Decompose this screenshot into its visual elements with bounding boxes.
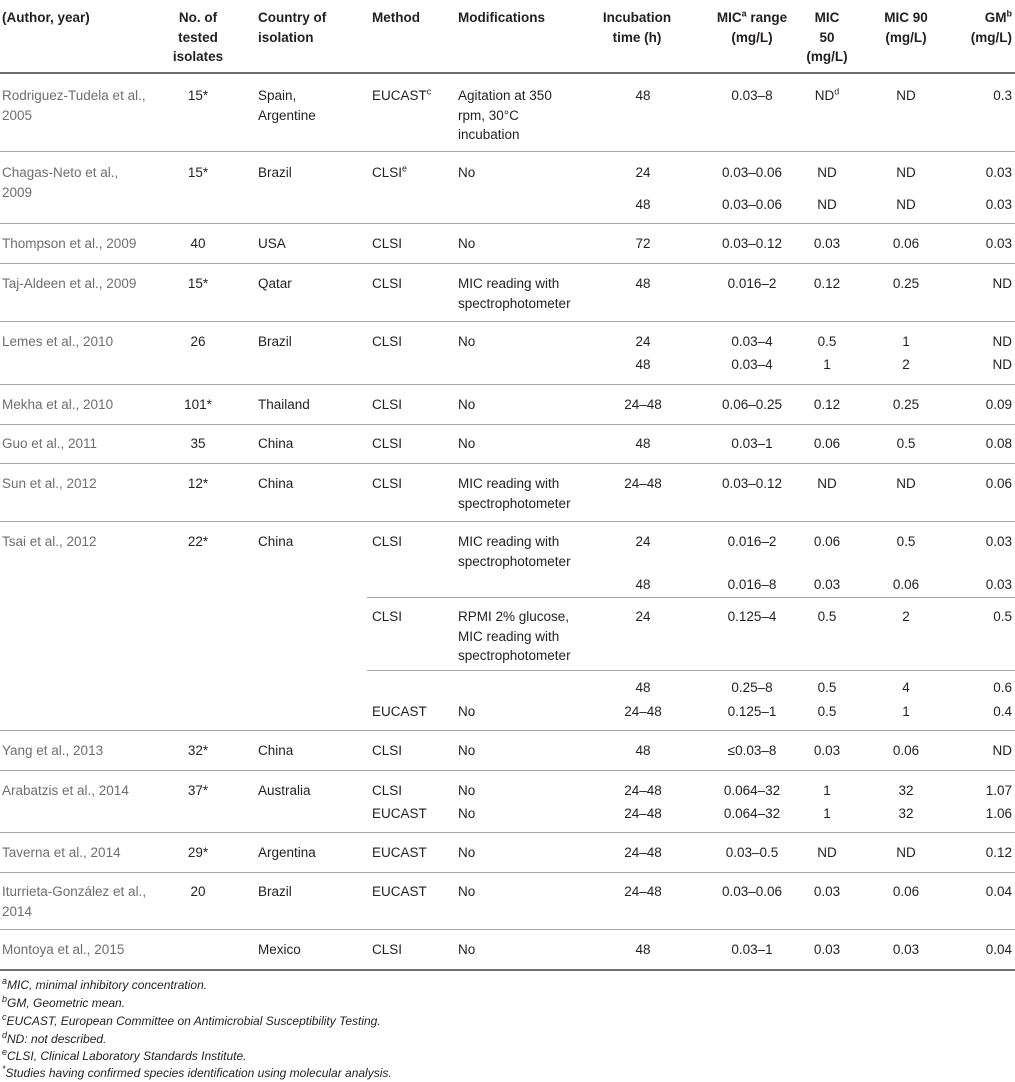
mic90-cell: ND [896, 476, 916, 491]
isolates-cell: 40 [190, 236, 206, 251]
method-cell: CLSI [372, 436, 403, 451]
country-cell: China [258, 534, 294, 549]
isolates-cell: 12* [187, 476, 209, 491]
mic-range-cell: 0.03–0.06 [721, 165, 783, 180]
incubation-cell: 24–48 [624, 704, 662, 719]
author-cell: Thompson et al., 2009 [2, 236, 137, 251]
row-rule [0, 424, 1015, 425]
method-cell: EUCAST [372, 806, 427, 821]
table-bottom-rule [0, 969, 1015, 971]
mic50-cell: 1 [823, 806, 831, 821]
gm-cell: 0.09 [985, 397, 1012, 412]
mic50-cell: 0.03 [813, 743, 841, 758]
mic-range-cell: 0.064–32 [723, 783, 781, 798]
method-cell: CLSI [372, 476, 403, 491]
gm-cell: ND [992, 743, 1012, 758]
modifications-cell: No [458, 743, 476, 758]
header-mic90: MIC 90 (mg/L) [884, 10, 928, 45]
mic-range-cell: 0.016–8 [727, 577, 777, 592]
row-rule [0, 770, 1015, 771]
row-rule [0, 730, 1015, 731]
author-cell: Guo et al., 2011 [2, 436, 98, 451]
mic90-cell: 0.03 [892, 942, 920, 957]
footnote: $^c$EUCAST, European Committee on Antimicrobial Susceptibility Testing. [2, 1012, 381, 1028]
modifications-cell: Agitation at 350 rpm, 30°C incubation [458, 88, 552, 142]
isolates-cell: 15* [187, 165, 209, 180]
header-mic-range: MIC$^a$ range (mg/L) [716, 8, 788, 45]
mic-range-cell: 0.016–2 [727, 534, 777, 549]
country-cell: Brazil [258, 334, 292, 349]
footnote: *Studies having confirmed species identification using molecular analysis. [2, 1064, 392, 1080]
mic50-cell: 0.5 [817, 704, 837, 719]
incubation-cell: 24 [635, 334, 651, 349]
incubation-cell: 48 [635, 577, 651, 592]
gm-cell: 1.06 [985, 806, 1012, 821]
mic90-cell: 1 [902, 334, 910, 349]
footnote: $^a$MIC, minimal inhibitory concentration. [2, 976, 208, 992]
method-cell: CLSI [372, 334, 403, 349]
method-cell: CLSI [372, 743, 403, 758]
modifications-cell: No [458, 783, 476, 798]
modifications-cell: No [458, 806, 476, 821]
gm-cell: 0.04 [985, 884, 1012, 899]
mic90-cell: ND [896, 88, 916, 103]
gm-cell: 0.03 [985, 197, 1012, 212]
mic-range-cell: 0.03–0.06 [721, 197, 783, 212]
incubation-cell: 24–48 [624, 845, 662, 860]
country-cell: China [258, 436, 294, 451]
mic90-cell: 0.06 [892, 236, 920, 251]
modifications-cell: MIC reading with spectrophotometer [458, 276, 571, 311]
header-mic50: MIC 50 (mg/L) [806, 10, 848, 64]
modifications-cell: No [458, 236, 476, 251]
modifications-cell: RPMI 2% glucose, MIC reading with spectrophotometer [458, 609, 571, 663]
mic-range-cell: 0.03–1 [731, 436, 773, 451]
method-cell: CLSI [372, 783, 403, 798]
mic90-cell: ND [896, 165, 916, 180]
mic50-cell: 1 [823, 357, 831, 372]
incubation-cell: 24–48 [624, 397, 662, 412]
mic-range-cell: 0.016–2 [727, 276, 777, 291]
header-incubation: Incubation time (h) [602, 10, 672, 45]
author-cell: Tsai et al., 2012 [2, 534, 97, 549]
incubation-cell: 24 [635, 165, 651, 180]
gm-cell: 0.08 [985, 436, 1012, 451]
gm-cell: ND [992, 276, 1012, 291]
gm-cell: 0.6 [993, 680, 1012, 695]
author-cell: Mekha et al., 2010 [2, 397, 114, 412]
author-cell: Taverna et al., 2014 [2, 845, 121, 860]
mic50-cell: 1 [823, 783, 831, 798]
modifications-cell: No [458, 884, 476, 899]
incubation-cell: 48 [635, 357, 651, 372]
incubation-cell: 48 [635, 436, 651, 451]
mic50-cell: 0.5 [817, 609, 837, 624]
mic-range-cell: 0.03–0.12 [721, 236, 783, 251]
mic50-cell: 0.12 [813, 397, 841, 412]
author-cell: Rodriguez-Tudela et al., 2005 [2, 88, 146, 123]
modifications-cell: No [458, 942, 476, 957]
mic50-cell: 0.5 [817, 680, 837, 695]
country-cell: USA [258, 236, 286, 251]
method-cell: CLSI$^e$ [372, 163, 408, 180]
row-rule [0, 872, 1015, 873]
modifications-cell: MIC reading with spectrophotometer [458, 534, 571, 569]
incubation-cell: 48 [635, 680, 651, 695]
gm-cell: 0.3 [993, 88, 1012, 103]
mic50-cell: ND [817, 845, 837, 860]
row-rule [0, 151, 1015, 152]
method-cell: CLSI [372, 534, 403, 549]
country-cell: China [258, 476, 294, 491]
modifications-cell: No [458, 436, 476, 451]
header-country: Country of isolation [258, 10, 327, 45]
incubation-cell: 48 [635, 88, 651, 103]
gm-cell: 1.07 [985, 783, 1012, 798]
header-gm: $GM^b$ (mg/L) [970, 8, 1012, 45]
mic90-cell: 0.06 [892, 577, 920, 592]
method-cell: CLSI [372, 609, 403, 624]
method-cell: CLSI [372, 236, 403, 251]
mic50-cell: 0.06 [813, 534, 841, 549]
row-rule [0, 384, 1015, 385]
mic90-cell: 32 [898, 806, 914, 821]
header-method: Method [372, 10, 420, 25]
country-cell: Argentina [258, 845, 316, 860]
country-cell: Mexico [258, 942, 301, 957]
method-cell: EUCAST$^c$ [372, 86, 432, 103]
row-rule [0, 263, 1015, 264]
method-cell: CLSI [372, 397, 403, 412]
mic90-cell: 2 [902, 609, 910, 624]
country-cell: Qatar [258, 276, 292, 291]
modifications-cell: No [458, 845, 476, 860]
header-author-year: (Author, year) [2, 10, 90, 25]
modifications-cell: No [458, 334, 476, 349]
modifications-cell: No [458, 397, 476, 412]
mic50-cell: 0.12 [813, 276, 841, 291]
method-cell: EUCAST [372, 845, 427, 860]
method-cell: EUCAST [372, 704, 427, 719]
author-cell: Iturrieta-González et al., 2014 [2, 884, 147, 919]
gm-cell: 0.4 [993, 704, 1012, 719]
incubation-cell: 48 [635, 197, 651, 212]
mic50-cell: ND [817, 197, 837, 212]
mic-range-cell: 0.03–4 [731, 357, 773, 372]
country-cell: Australia [258, 783, 311, 798]
isolates-cell: 15* [187, 276, 209, 291]
mic-range-cell: 0.03–4 [731, 334, 773, 349]
isolates-cell: 26 [190, 334, 206, 349]
mic50-cell: ND [817, 476, 837, 491]
mic50-cell: 0.5 [817, 334, 837, 349]
country-cell: Thailand [258, 397, 310, 412]
mic90-cell: ND [896, 845, 916, 860]
incubation-cell: 48 [635, 743, 651, 758]
mic90-cell: ND [896, 197, 916, 212]
mic-range-cell: 0.064–32 [723, 806, 781, 821]
gm-cell: 0.03 [985, 165, 1012, 180]
mic-range-cell: 0.03–0.12 [721, 476, 783, 491]
author-cell: Montoya et al., 2015 [2, 942, 125, 957]
row-rule [367, 670, 1015, 671]
mic90-cell: 2 [902, 357, 910, 372]
mic50-cell: ND [817, 165, 837, 180]
gm-cell: 0.06 [985, 476, 1012, 491]
isolates-cell: 35 [190, 436, 206, 451]
mic50-cell: $ND^d$ [814, 86, 840, 103]
mic-range-cell: 0.125–1 [727, 704, 777, 719]
row-rule [0, 223, 1015, 224]
mic-range-cell: 0.03–8 [731, 88, 773, 103]
mic50-cell: 0.03 [813, 236, 841, 251]
isolates-cell: 37* [187, 783, 209, 798]
incubation-cell: 48 [635, 942, 651, 957]
mic-range-cell: 0.03–0.5 [725, 845, 779, 860]
mic90-cell: 4 [902, 680, 910, 695]
author-cell: Chagas-Neto et al., 2009 [2, 165, 119, 200]
mic90-cell: 0.5 [896, 436, 916, 451]
incubation-cell: 72 [635, 236, 651, 251]
row-rule [0, 463, 1015, 464]
gm-cell: 0.5 [993, 609, 1012, 624]
method-cell: CLSI [372, 942, 403, 957]
header-rule [0, 72, 1015, 74]
incubation-cell: 48 [635, 276, 651, 291]
author-cell: Sun et al., 2012 [2, 476, 97, 491]
modifications-cell: MIC reading with spectrophotometer [458, 476, 571, 511]
country-cell: Spain, Argentine [258, 88, 316, 123]
mic90-cell: 0.06 [892, 743, 920, 758]
mic50-cell: 0.06 [813, 436, 841, 451]
mic50-cell: 0.03 [813, 942, 841, 957]
footnote: $^b$GM, Geometric mean. [2, 994, 126, 1010]
row-rule [0, 321, 1015, 322]
isolates-cell: 20 [190, 884, 206, 899]
mic90-cell: 0.25 [892, 397, 920, 412]
gm-cell: ND [992, 357, 1012, 372]
mic-range-cell: 0.03–0.06 [721, 884, 783, 899]
row-rule [0, 929, 1015, 930]
country-cell: China [258, 743, 294, 758]
header-isolates: No. of tested isolates [172, 10, 224, 64]
country-cell: Brazil [258, 165, 292, 180]
isolates-cell: 101* [184, 397, 212, 412]
mic-range-cell: 0.125–4 [727, 609, 777, 624]
author-cell: Lemes et al., 2010 [2, 334, 114, 349]
author-cell: Taj-Aldeen et al., 2009 [2, 276, 137, 291]
gm-cell: 0.04 [985, 942, 1012, 957]
footnote: $^e$CLSI, Clinical Laboratory Standards Institute. [2, 1047, 247, 1063]
modifications-cell: No [458, 704, 476, 719]
mic90-cell: 0.25 [892, 276, 920, 291]
method-cell: CLSI [372, 276, 403, 291]
isolates-cell: 32* [187, 743, 209, 758]
author-cell: Yang et al., 2013 [2, 743, 104, 758]
incubation-cell: 24–48 [624, 476, 662, 491]
row-rule [0, 832, 1015, 833]
gm-cell: 0.12 [985, 845, 1012, 860]
mic50-cell: 0.03 [813, 884, 841, 899]
mic-range-cell: ≤0.03–8 [727, 743, 777, 758]
mic-range-cell: 0.03–1 [731, 942, 773, 957]
isolates-cell: 22* [187, 534, 209, 549]
mic90-cell: 1 [902, 704, 910, 719]
incubation-cell: 24–48 [624, 884, 662, 899]
country-cell: Brazil [258, 884, 292, 899]
author-cell: Arabatzis et al., 2014 [2, 783, 129, 798]
isolates-cell: 29* [187, 845, 209, 860]
gm-cell: 0.03 [985, 577, 1012, 592]
method-cell: EUCAST [372, 884, 427, 899]
isolates-cell: 15* [187, 88, 209, 103]
gm-cell: ND [992, 334, 1012, 349]
incubation-cell: 24 [635, 534, 651, 549]
footnote: $^d$ND: not described. [2, 1030, 107, 1046]
incubation-cell: 24 [635, 609, 651, 624]
mic-range-cell: 0.06–0.25 [721, 397, 783, 412]
modifications-cell: No [458, 165, 476, 180]
mic90-cell: 32 [898, 783, 914, 798]
mic90-cell: 0.06 [892, 884, 920, 899]
incubation-cell: 24–48 [624, 806, 662, 821]
mic50-cell: 0.03 [813, 577, 841, 592]
mic-range-cell: 0.25–8 [731, 680, 773, 695]
row-rule [0, 521, 1015, 522]
mic90-cell: 0.5 [896, 534, 916, 549]
header-modifications: Modifications [458, 10, 545, 25]
incubation-cell: 24–48 [624, 783, 662, 798]
gm-cell: 0.03 [985, 236, 1012, 251]
gm-cell: 0.03 [985, 534, 1012, 549]
row-rule [367, 597, 1015, 598]
